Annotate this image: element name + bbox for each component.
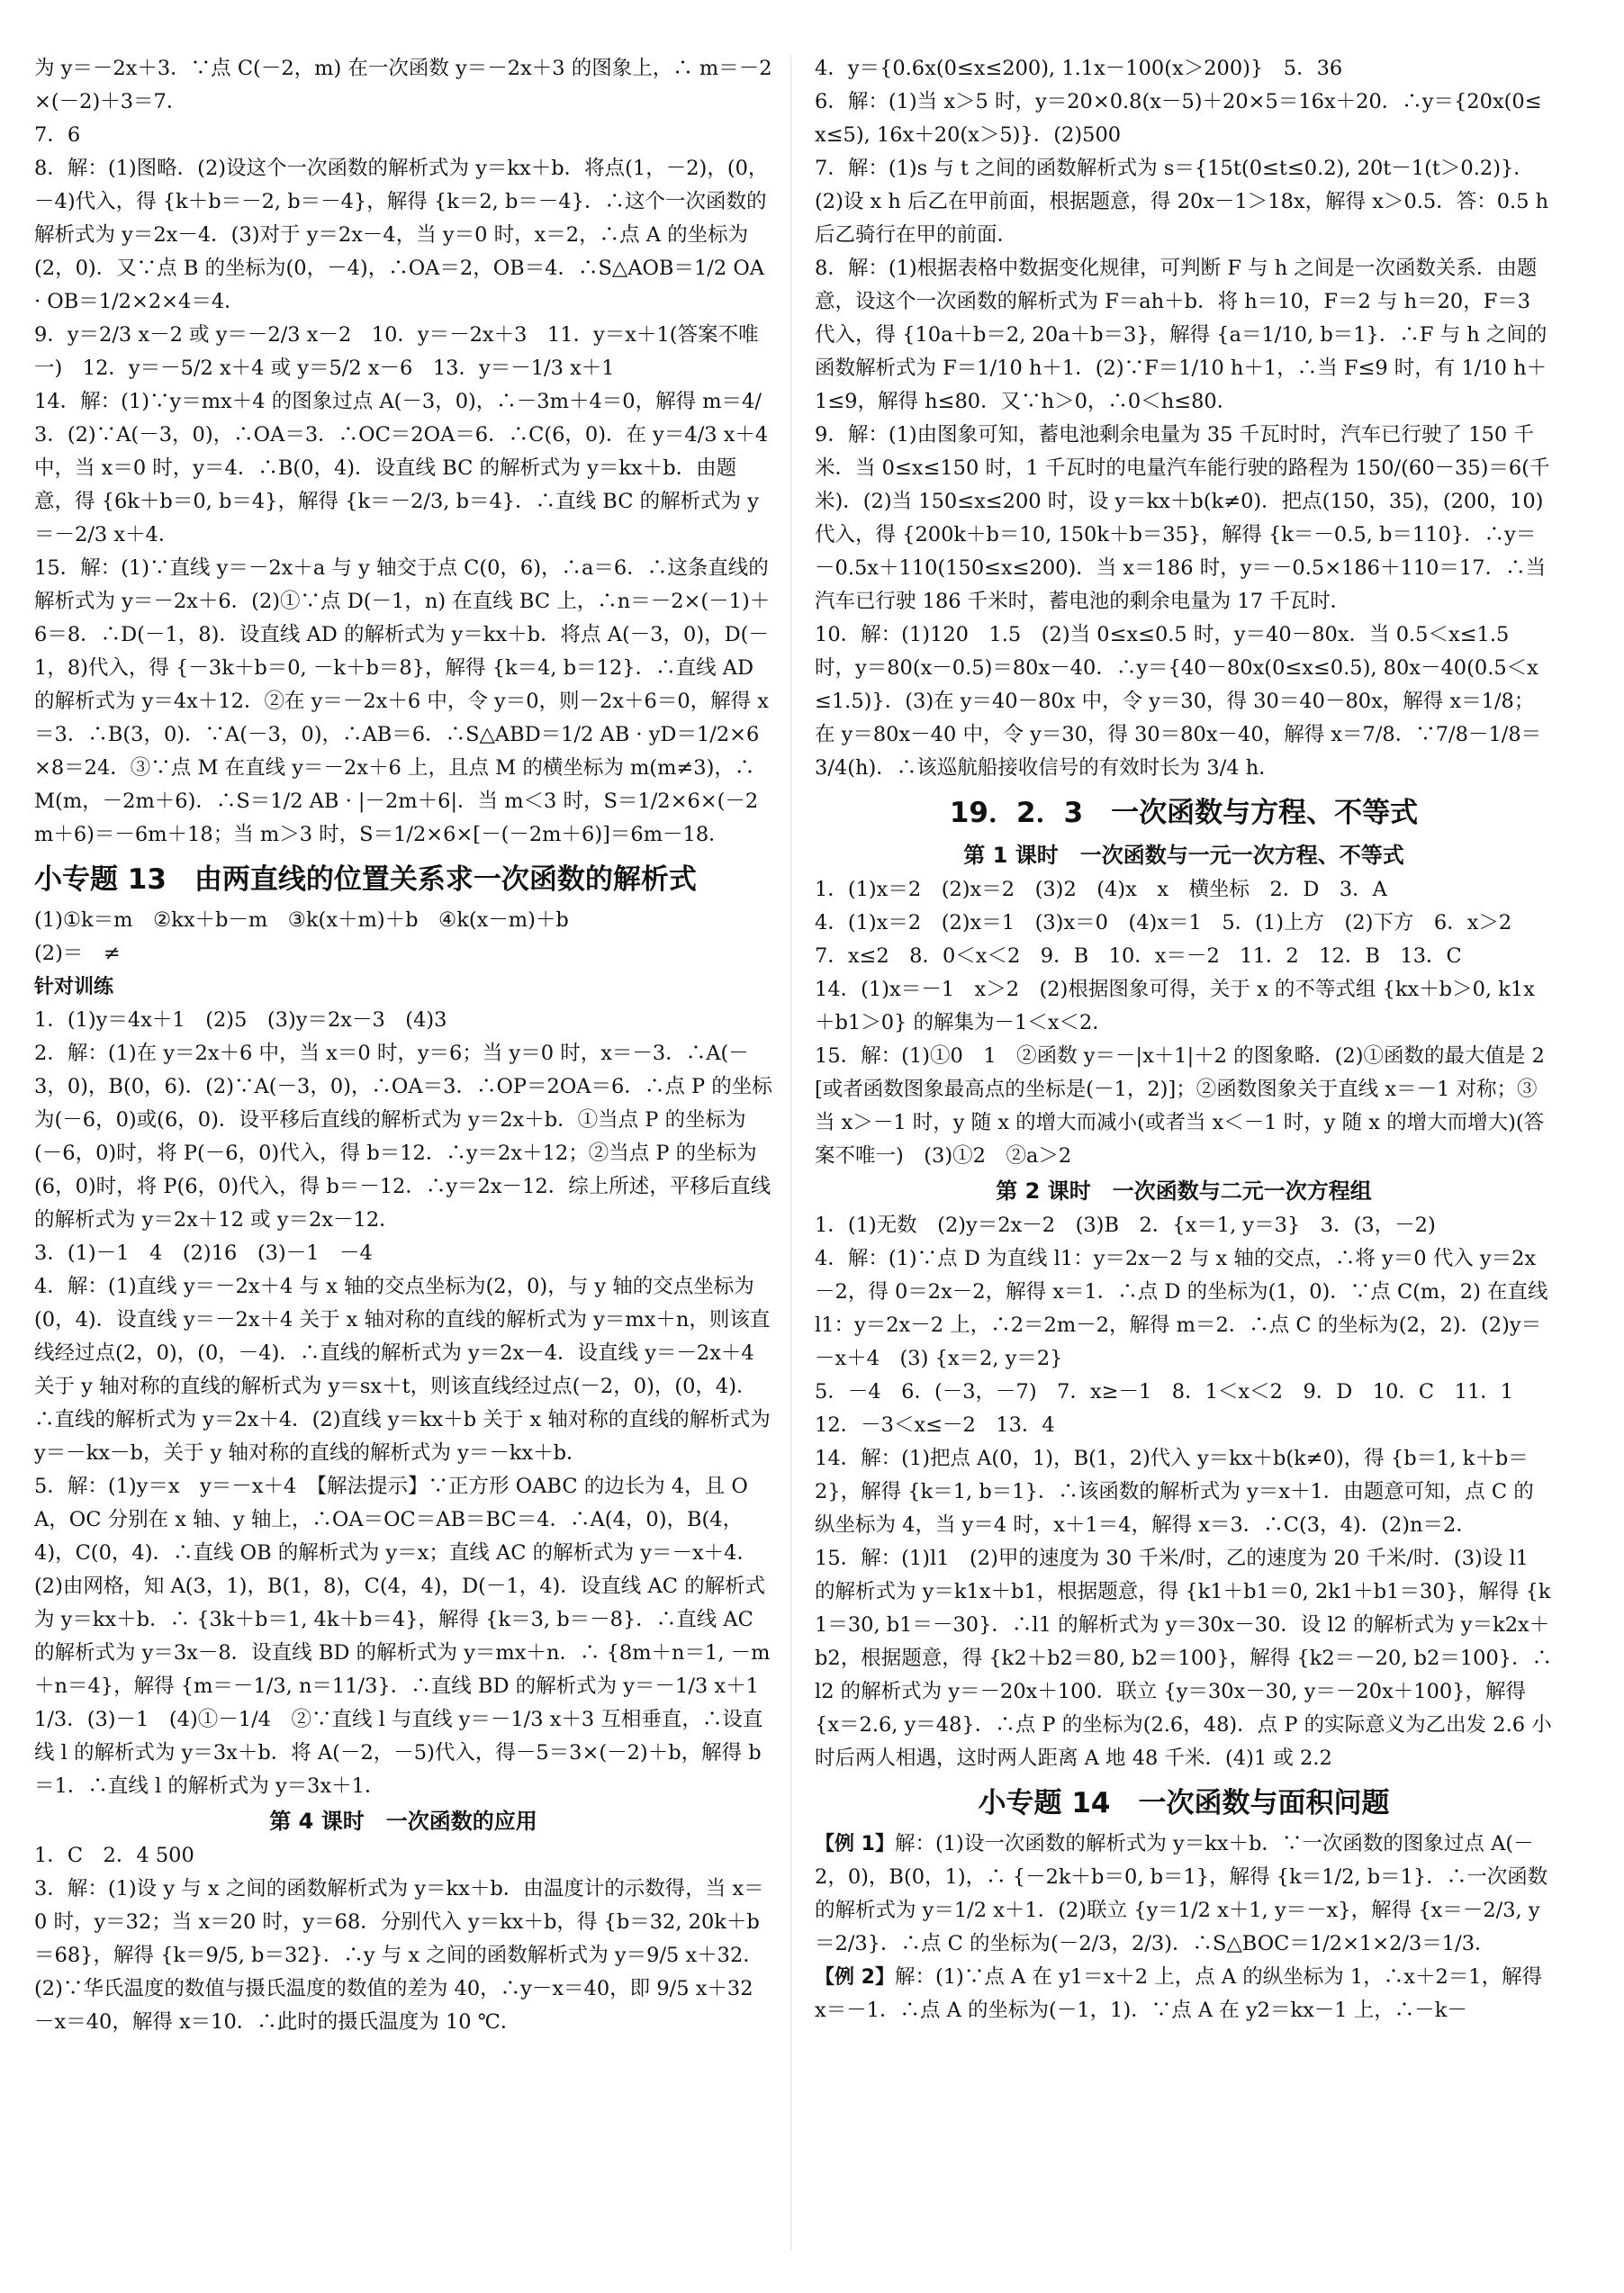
answer-item: 15．解：(1)∵直线 y＝－2x＋a 与 y 轴交于点 C(0，6)，∴a＝6．∴这条直线的解析式为 y＝－2x＋6．(2)①∵点 D(－1，n) 在直线 BC 上，∴n＝－2×(－1)＋6＝8．∴D(－1，8)．设直线 AD 的解析式为 y＝kx＋b．将点 A(－3，0)，D(－1，8)代入，得 {－3k＋b＝0, －k＋b＝8}，解得 {k＝4, b＝12}．∴直线 AD 的解析式为 y＝4x＋12．②在 y＝－2x＋6 中，令 y＝0，则－2x＋6＝0，解得 x＝3．∴B(3，0)．∵A(－3，0)，∴AB＝6．∴S△ABD＝1/2 AB · yD＝1/2×6×8＝24．③∵点 M 在直线 y＝－2x＋6 上，且点 M 的横坐标为 m(m≠3)，∴M(m，－2m＋6)．∴S＝1/2 AB · |－2m＋6|．当 m＜3 时，S＝1/2×6×(－2m＋6)＝－6m＋18；当 m＞3 时，S＝1/2×6×[－(－2m＋6)]＝6m－18．: [34, 556, 771, 846]
lesson-4-title: 第 4 课时 一次函数的应用: [269, 1809, 537, 1834]
answer-item: 12．－3＜x≤－2 13．4: [815, 1413, 1055, 1437]
answer-item: 14．解：(1)∵y＝mx＋4 的图象过点 A(－3，0)，∴－3m＋4＝0，解得 m＝4/3．(2)∵A(－3，0)，∴OA＝3．∴OC＝2OA＝6．∴C(6，0)．在 y＝4/3 x＋4 中，当 x＝0 时，y＝4．∴B(0，4)．设直线 BC 的解析式为 y＝kx＋b．由题意，得 {6k＋b＝0, b＝4}，解得 {k＝－2/3, b＝4}．∴直线 BC 的解析式为 y＝－2/3 x＋4．: [34, 390, 769, 546]
answer-item: 4．y＝{0.6x(0≤x≤200), 1.1x－100(x＞200)} 5．36: [815, 57, 1343, 80]
answer-item: 5．－4 6．(－3，－7) 7．x≥－1 8．1＜x＜2 9．D 10．C 11．1: [815, 1380, 1514, 1404]
answer-item: 1．(1)y＝4x＋1 (2)5 (3)y＝2x－3 (4)3: [34, 1008, 447, 1032]
section-19-2-3-title: 19．2．3 一次函数与方程、不等式: [949, 797, 1419, 829]
right-column: [815, 52, 1553, 2027]
answer-item: (2)＝ ≠: [34, 942, 121, 965]
answer-item: 7．6: [34, 123, 81, 147]
answer-item: 7．x≤2 8．0＜x＜2 9．B 10．x＝－2 11．2 12．B 13．C: [815, 944, 1462, 968]
answer-item: 1．(1)x＝2 (2)x＝2 (3)2 (4)x x 横坐标 2．D 3．A: [815, 878, 1387, 901]
answer-item: 6．解：(1)当 x＞5 时，y＝20×0.8(x－5)＋20×5＝16x＋20．∴y＝{20x(0≤x≤5), 16x＋20(x＞5)}．(2)500: [815, 90, 1542, 147]
example-1-text: 解：(1)设一次函数的解析式为 y＝kx＋b．∵一次函数的图象过点 A(－2，0)，B(0，1)，∴ {－2k＋b＝0, b＝1}，解得 {k＝1/2, b＝1}．∴一次函数的解析式为 y＝1/2 x＋1．(2)联立 {y＝1/2 x＋1, y＝－x}，解得 {x＝－2/3, y＝2/3}．∴点 C 的坐标为(－2/3，2/3)．∴S△BOC＝1/2×1×2/3＝1/3．: [815, 1832, 1548, 1955]
section-13-title: 小专题 13 由两直线的位置关系求一次函数的解析式: [34, 863, 697, 896]
column-divider: [790, 54, 791, 2251]
answer-item: 15．解：(1)l1 (2)甲的速度为 30 千米/时，乙的速度为 20 千米/时．(3)设 l1 的解析式为 y＝k1x＋b1，根据题意，得 {k1＋b1＝0, 2k1＋b1＝30}，解得 {k1＝30, b1＝－30}．∴l1 的解析式为 y＝30x－30．设 l2 的解析式为 y＝k2x＋b2，根据题意，得 {k2＋b2＝80, b2＝100}，解得 {k2＝－20, b2＝100}．∴l2 的解析式为 y＝－20x＋100．联立 {y＝30x－30, y＝－20x＋100}，解得 {x＝2.6, y＝48}．∴点 P 的坐标为(2.6，48)．点 P 的实际意义为乙出发 2.6 小时后两人相遇，这时两人距离 A 地 48 千米．(4)1 或 2.2: [815, 1547, 1553, 1770]
answer-item: 7．解：(1)s 与 t 之间的函数解析式为 s＝{15t(0≤t≤0.2), 20t－1(t＞0.2)}．(2)设 x h 后乙在甲前面，根据题意，得 20x－1＞18x，解得 x＞0.5．答：0.5 h 后乙骑行在甲的前面．: [815, 157, 1549, 247]
answer-item: 为 y＝－2x＋3．∵点 C(－2，m) 在一次函数 y＝－2x＋3 的图象上，∴ m＝－2×(－2)＋3＝7．: [34, 57, 772, 113]
example-1: [815, 1828, 1553, 1961]
answer-item: 4．解：(1)直线 y＝－2x＋4 与 x 轴的交点坐标为(2，0)，与 y 轴的交点坐标为(0，4)．设直线 y＝－2x＋4 关于 x 轴对称的直线的解析式为 y＝mx＋n，则该直线经过点(2，0)，(0，－4)．∴直线的解析式为 y＝2x－4．设直线 y＝－2x＋4 关于 y 轴对称的直线的解析式为 y＝sx＋t，则该直线经过点(－2，0)，(0，4)．∴直线的解析式为 y＝2x＋4．(2)直线 y＝kx＋b 关于 x 轴对称的直线的解析式为 y＝－kx－b，关于 y 轴对称的直线的解析式为 y＝－kx＋b．: [34, 1275, 771, 1465]
answer-item: 10．解：(1)120 1.5 (2)当 0≤x≤0.5 时，y＝40－80x．当 0.5＜x≤1.5 时，y＝80(x－0.5)＝80x－40．∴y＝{40－80x(0≤x≤0.5), 80x－40(0.5＜x≤1.5)}．(3)在 y＝40－80x 中，令 y＝30，得 30＝40－80x，解得 x＝1/8；在 y＝80x－40 中，令 y＝30，得 30＝80x－40，解得 x＝7/8．∵7/8－1/8＝3/4(h)．∴该巡航船接收信号的有效时长为 3/4 h．: [815, 623, 1542, 780]
answer-item: 8．解：(1)根据表格中数据变化规律，可判断 F 与 h 之间是一次函数关系．由题意，设这个一次函数的解析式为 F＝ah＋b．将 h＝10，F＝2 与 h＝20，F＝3 代入，得 {10a＋b＝2, 20a＋b＝3}，解得 {a＝1/10, b＝1}．∴F 与 h 之间的函数解析式为 F＝1/10 h＋1．(2)∵F＝1/10 h＋1，∴当 F≤9 时，有 1/10 h＋1≤9，解得 h≤80．又∵h＞0，∴0＜h≤80．: [815, 257, 1547, 413]
answer-item: 9．y＝2/3 x－2 或 y＝－2/3 x－2 10．y＝－2x＋3 11．y＝x＋1(答案不唯一) 12．y＝－5/2 x＋4 或 y＝5/2 x－6 13．y＝－1/3 x＋1: [34, 323, 759, 380]
example-1-tag: 【例 1】: [815, 1833, 895, 1855]
example-2-tag: 【例 2】: [815, 1966, 895, 1989]
answer-item: 15．解：(1)①0 1 ②函数 y＝－|x＋1|＋2 的图象略．(2)①函数的最大值是 2[或者函数图象最高点的坐标是(－1，2)]；②函数图象关于直线 x＝－1 对称；③当 x＞－1 时，y 随 x 的增大而减小(或者当 x＜－1 时，y 随 x 的增大而增大)(答案不唯一) (3)①2 ②a＞2: [815, 1044, 1545, 1168]
lesson-1-title: 第 1 课时 一次函数与一元一次方程、不等式: [963, 843, 1404, 868]
answer-item: 9．解：(1)由图象可知，蓄电池剩余电量为 35 千瓦时时，汽车已行驶了 150 千米．当 0≤x≤150 时，1 千瓦时的电量汽车能行驶的路程为 150/(60－35)＝6(千米)．(2)当 150≤x≤200 时，设 y＝kx＋b(k≠0)．把点(150，35)，(200，10)代入，得 {200k＋b＝10, 150k＋b＝35}，解得 {k＝－0.5, b＝110}．∴y＝－0.5x＋110(150≤x≤200)．当 x＝186 时，y＝－0.5×186＋110＝17．∴当汽车已行驶 186 千米时，蓄电池的剩余电量为 17 千瓦时．: [815, 423, 1550, 613]
answer-item: 5．解：(1)y＝x y＝－x＋4 【解法提示】∵正方形 OABC 的边长为 4，且 OA，OC 分别在 x 轴、y 轴上，∴OA＝OC＝AB＝BC＝4．∴A(4，0)，B(4，4)，C(0，4)．∴直线 OB 的解析式为 y＝x；直线 AC 的解析式为 y＝－x＋4．(2)由网格，知 A(3，1)，B(1，8)，C(4，4)，D(－1，4)．设直线 AC 的解析式为 y＝kx＋b．∴ {3k＋b＝1, 4k＋b＝4}，解得 {k＝3, b＝－8}．∴直线 AC 的解析式为 y＝3x－8．设直线 BD 的解析式为 y＝mx＋n．∴ {8m＋n＝1, －m＋n＝4}，解得 {m＝－1/3, n＝11/3}．∴直线 BD 的解析式为 y＝－1/3 x＋11/3．(3)－1 (4)①－1/4 ②∵直线 l 与直线 y＝－1/3 x＋3 互相垂直，∴设直线 l 的解析式为 y＝3x＋b．将 A(－2，－5)代入，得－5＝3×(－2)＋b，解得 b＝1．∴直线 l 的解析式为 y＝3x＋1．: [34, 1475, 771, 1798]
left-column: [34, 52, 772, 2039]
lesson-2-title: 第 2 课时 一次函数与二元一次方程组: [996, 1178, 1372, 1204]
answer-item: 14．解：(1)把点 A(0，1)，B(1，2)代入 y＝kx＋b(k≠0)，得 {b＝1, k＋b＝2}，解得 {k＝1, b＝1}．∴该函数的解析式为 y＝x＋1．由题意可知，点 C 的纵坐标为 4，当 y＝4 时，x＋1＝4，解得 x＝3．∴C(3，4)．(2)n＝2．: [815, 1447, 1534, 1537]
answer-item: 3．(1)－1 4 (2)16 (3)－1 －4: [34, 1241, 373, 1265]
answer-item: 3．解：(1)设 y 与 x 之间的函数解析式为 y＝kx＋b．由温度计的示数得，当 x＝0 时，y＝32；当 x＝20 时，y＝68．分别代入 y＝kx＋b，得 {b＝32, 20k＋b＝68}，解得 {k＝9/5, b＝32}．∴y 与 x 之间的函数解析式为 y＝9/5 x＋32．(2)∵华氏温度的数值与摄氏温度的数值的差为 40，∴y－x＝40，即 9/5 x＋32－x＝40，解得 x＝10．∴此时的摄氏温度为 10 ℃．: [34, 1877, 764, 2034]
answer-item: 14．(1)x＝－1 x＞2 (2)根据图象可得，关于 x 的不等式组 {kx＋b＞0, k1x＋b1＞0} 的解集为－1＜x＜2．: [815, 978, 1535, 1034]
answer-item: 8．解：(1)图略．(2)设这个一次函数的解析式为 y＝kx＋b．将点(1，－2)，(0，－4)代入，得 {k＋b＝－2, b＝－4}，解得 {k＝2, b＝－4}．∴这个一次函数的解析式为 y＝2x－4．(3)对于 y＝2x－4，当 y＝0 时，x＝2，∴点 A 的坐标为(2，0)．又∵点 B 的坐标为(0，－4)，∴OA＝2，OB＝4．∴S△AOB＝1/2 OA · OB＝1/2×2×4＝4．: [34, 157, 769, 313]
answer-item: 1．(1)无数 (2)y＝2x－2 (3)B 2．{x＝1, y＝3} 3．(3，－2): [815, 1214, 1436, 1237]
answer-item: (1)①k＝m ②kx＋b－m ③k(x＋m)＋b ④k(x－m)＋b: [34, 908, 569, 932]
practice-heading: 针对训练: [34, 976, 114, 998]
answer-item: 2．解：(1)在 y＝2x＋6 中，当 x＝0 时，y＝6；当 y＝0 时，x＝－3．∴A(－3，0)，B(0，6)．(2)∵A(－3，0)，∴OA＝3．∴OP＝2OA＝6．∴点 P 的坐标为(－6，0)或(6，0)．设平移后直线的解析式为 y＝2x＋b．①当点 P 的坐标为(－6，0)时，将 P(－6，0)代入，得 b＝12．∴y＝2x＋12；②当点 P 的坐标为(6，0)时，将 P(6，0)代入，得 b＝－12．∴y＝2x－12．综上所述，平移后直线的解析式为 y＝2x＋12 或 y＝2x－12．: [34, 1042, 772, 1232]
example-2: [815, 1961, 1553, 2027]
answer-item: 4．(1)x＝2 (2)x＝1 (3)x＝0 (4)x＝1 5．(1)上方 (2)下方 6．x＞2: [815, 911, 1512, 934]
answer-item: 4．解：(1)∵点 D 为直线 l1：y＝2x－2 与 x 轴的交点，∴将 y＝0 代入 y＝2x－2，得 0＝2x－2，解得 x＝1．∴点 D 的坐标为(1，0)．∵点 C(m，2) 在直线 l1：y＝2x－2 上，∴2＝2m－2，解得 m＝2．∴点 C 的坐标为(2，2)．(2)y＝－x＋4 (3) {x＝2, y＝2}: [815, 1247, 1548, 1370]
section-14-title: 小专题 14 一次函数与面积问题: [978, 1787, 1390, 1819]
answer-item: 1．C 2．4 500: [34, 1844, 194, 1867]
example-2-text: 解：(1)∵点 A 在 y1＝x＋2 上，点 A 的纵坐标为 1，∴x＋2＝1，解得 x＝－1．∴点 A 的坐标为(－1，1)．∵点 A 在 y2＝kx－1 上，∴－k－: [815, 1965, 1543, 2022]
